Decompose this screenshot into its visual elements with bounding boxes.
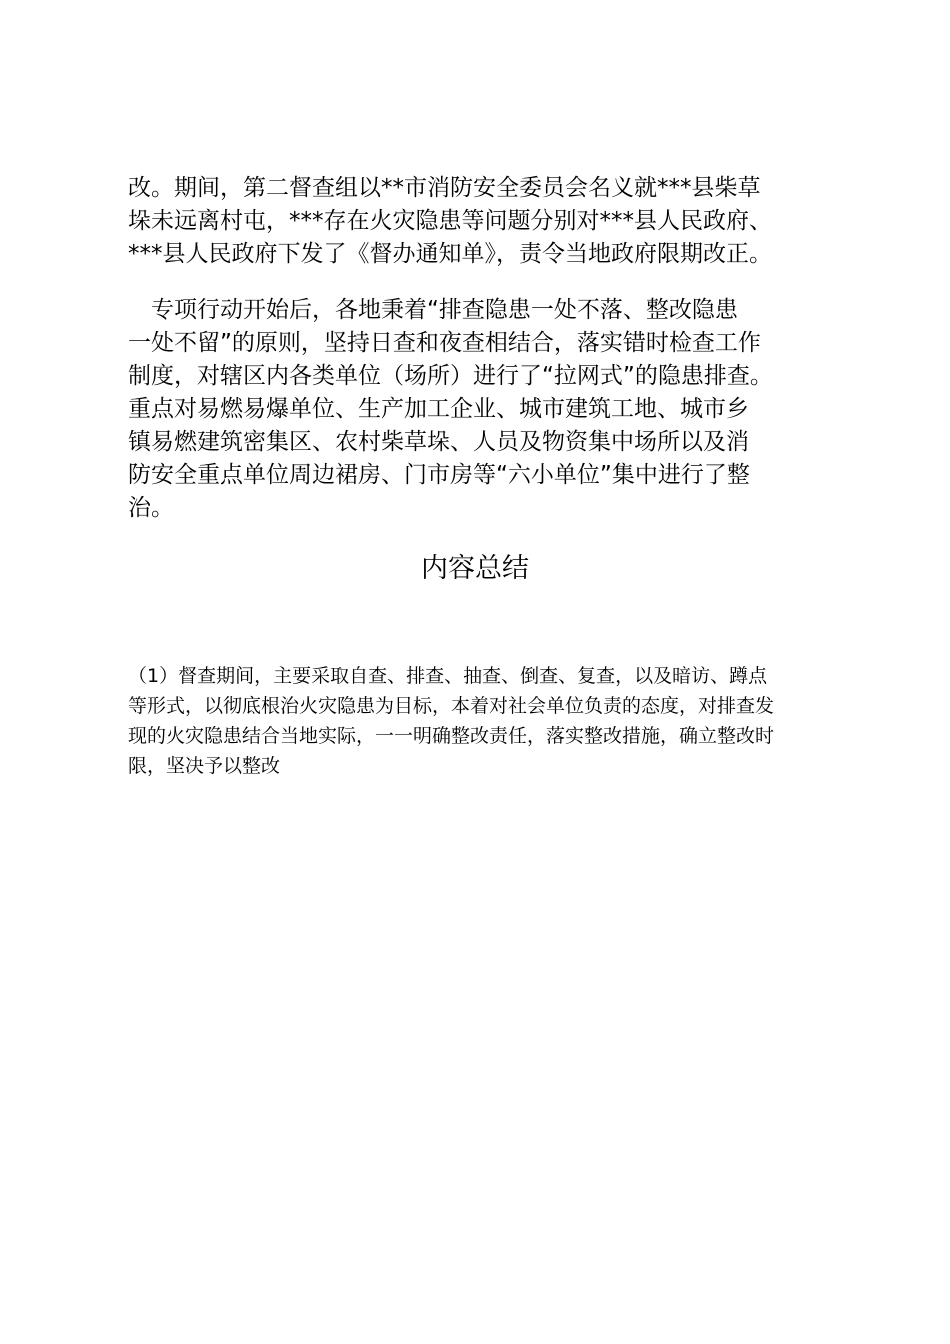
summary-line: 限，坚决予以整改 [128,755,281,777]
paragraph-inspection-period [128,172,828,271]
summary-paragraph [128,661,828,781]
paragraph-line: 垛未远离村屯，***存在火灾隐患等问题分别对***县人民政府、 [128,208,772,234]
paragraph-line: ***县人民政府下发了《督办通知单》，责令当地政府限期改正。 [128,241,772,267]
paragraph-line: 一处不留”的原则，坚持日查和夜查相结合，落实错时检查工作 [128,330,761,356]
paragraph-line: 治。 [128,495,174,521]
summary-line: （1）督查期间，主要采取自查、排查、抽查、倒查、复查，以及暗访、蹲点 [128,665,768,687]
paragraph-line: 镇易燃建筑密集区、农村柴草垛、人员及物资集中场所以及消 [128,429,749,455]
paragraph-line: 专项行动开始后，各地秉着“排查隐患一处不落、整改隐患 [128,297,738,323]
summary-line: 等形式，以彻底根治火灾隐患为目标，本着对社会单位负责的态度，对排查发 [128,695,775,717]
paragraph-line: 制度，对辖区内各类单位（场所）进行了“拉网式”的隐患排查。 [128,363,773,389]
paragraph-special-action [128,294,828,525]
paragraph-line: 重点对易燃易爆单位、生产加工企业、城市建筑工地、城市乡 [128,396,749,422]
summary-line: 现的火灾隐患结合当地实际，一一明确整改责任，落实整改措施，确立整改时 [128,725,775,747]
paragraph-line: 防安全重点单位周边裙房、门市房等“六小单位”集中进行了整 [128,462,750,488]
paragraph-line: 改。期间，第二督查组以**市消防安全委员会名义就***县柴草 [128,175,761,201]
summary-heading: 内容总结 [421,553,529,584]
